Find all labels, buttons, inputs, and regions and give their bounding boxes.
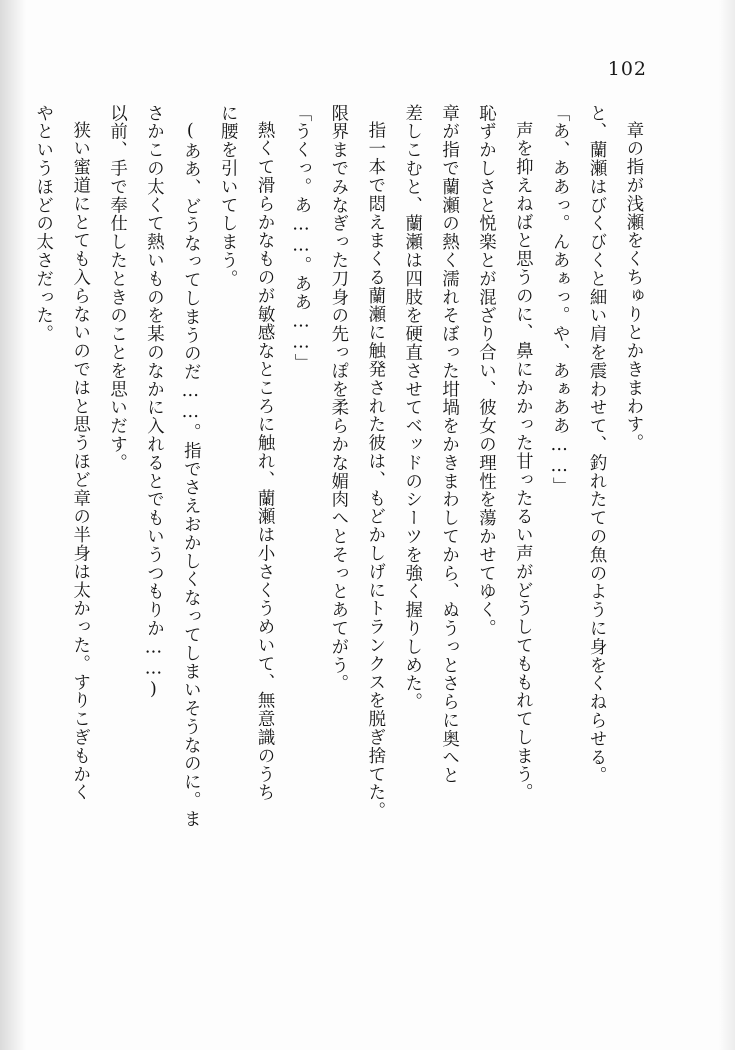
text-line: 以前、手で奉仕したときのことを思いだす。 xyxy=(106,104,127,472)
text-line: さかこの太くて熱いものを某のなかに入れるとでもいうつもりか……) xyxy=(143,104,164,701)
text-line: 声を抑えねばと思うのに、鼻にかかった甘ったるい声がどうしてももれてしまう。 xyxy=(512,121,533,803)
text-line: 章の指が浅瀬をくちゅりとかきまわす。 xyxy=(623,121,643,453)
text-line: 恥ずかしさと悦楽とが混ざり合い、彼女の理性を蕩かせてゆく。 xyxy=(475,104,496,638)
body-text xyxy=(32,104,651,979)
text-line: 限界までみなぎった刀身の先っぽを柔らかな媚肉へとそっとあてがう。 xyxy=(327,104,348,693)
text-line: 指一本で悶えまくる蘭瀬に触発された彼は、もどかしげにトランクスを脱ぎ捨てた。 xyxy=(364,121,385,821)
text-line: 「あ、ああっ。んあぁっ。や、あぁああ……」 xyxy=(549,104,570,496)
page-number: 102 xyxy=(607,58,647,80)
text-line: やというほどの太さだった。 xyxy=(32,104,53,344)
text-line: 章が指で蘭瀬の熱く濡れそぼった坩堝をかきまわしてから、ぬうっとさらに奥へと xyxy=(438,104,459,785)
text-line: と、蘭瀬はびくびくと細い肩を震わせて、釣れたての魚のように身をくねらせる。 xyxy=(586,104,607,785)
text-line: に腰を引いてしまう。 xyxy=(217,104,238,288)
text-line: (ああ、どうなってしまうのだ……。指でさえおかしくなってしまいそうなのに。ま xyxy=(180,121,201,829)
text-line: 「うくっ。あ……。ああ……」 xyxy=(290,104,311,372)
text-line: 狭い蜜道にとても入らないのではと思うほど章の半身は太かった。すりこぎもかく xyxy=(69,121,90,803)
text-line: 差しこむと、蘭瀬は四肢を硬直させてベッドのシーツを強く握りしめた。 xyxy=(401,104,422,712)
text-line: 熱くて滑らかなものが敏感なところに触れ、蘭瀬は小さくうめいて、無意識のうち xyxy=(254,121,275,803)
